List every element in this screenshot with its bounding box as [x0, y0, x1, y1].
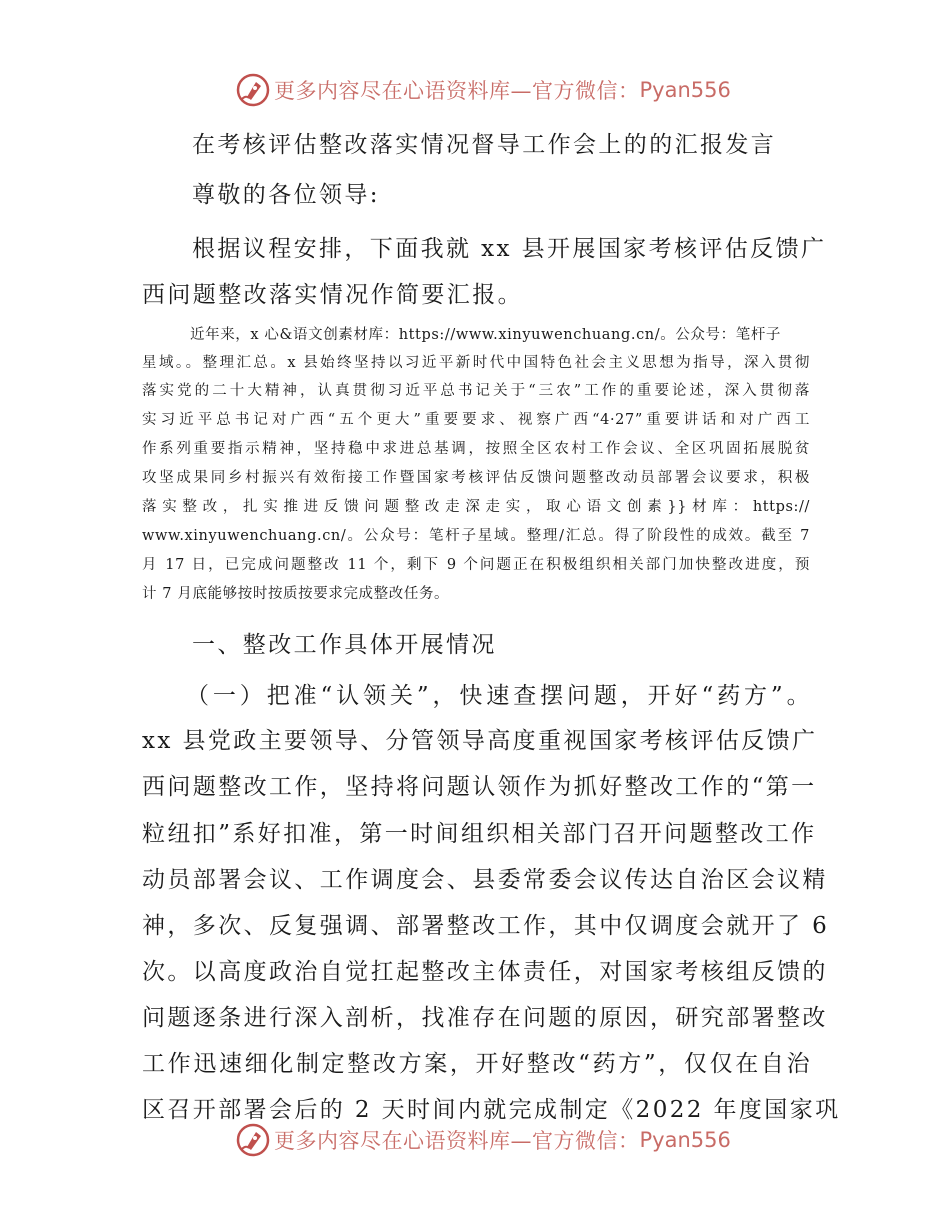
section-heading: 一、整改工作具体开展情况	[192, 632, 497, 658]
watermark-text: 更多内容尽在心语资料库—官方微信：	[274, 1129, 640, 1153]
watermark-wechat-id: Pyan556	[639, 78, 731, 102]
section-body-line: 区召开部署会后的 2 天时间内就完成制定《2022 年度国家巩	[142, 1097, 841, 1123]
body-line: 月 17 日，已完成问题整改 11 个，剩下 9 个问题正在积极组织相关部门加快整改进度，预	[142, 557, 810, 573]
body-line: 落实整改，扎实推进反馈问题整改走深走实，取心语文创素}}材库：https://	[142, 499, 810, 515]
watermark-text: 更多内容尽在心语资料库—官方微信：	[274, 79, 640, 103]
section-body-line: 西问题整改工作，坚持将问题认领作为抓好整改工作的“第一	[142, 774, 817, 800]
section-body-line: 粒纽扣”系好扣准，第一时间组织相关部门召开问题整改工作	[142, 821, 817, 847]
intro-line: 西问题整改落实情况作简要汇报。	[142, 282, 523, 308]
section-body-line: xx 县党政主要领导、分管领导高度重视国家考核评估反馈广	[142, 728, 818, 754]
body-line: 星域。。整理汇总。x 县始终坚持以习近平新时代中国特色社会主义思想为指导，深入贯彻	[142, 355, 810, 371]
watermark-wechat-id: Pyan556	[639, 1128, 731, 1152]
intro-line: 根据议程安排，下面我就 xx 县开展国家考核评估反馈广	[192, 236, 827, 262]
watermark-header	[236, 72, 731, 108]
body-line: 落实党的二十大精神，认真贯彻习近平总书记关于“三农”工作的重要论述，深入贯彻落	[142, 383, 810, 399]
section-body-line: 次。以高度政治自觉扛起整改主体责任，对国家考核组反馈的	[142, 959, 828, 985]
salutation: 尊敬的各位领导:	[192, 182, 380, 208]
body-line: 作系列重要指示精神，坚持稳中求进总基调，按照全区农村工作会议、全区巩固拓展脱贫	[142, 441, 810, 457]
pen-nib-logo-icon	[236, 1123, 270, 1157]
body-line: 计 7 月底能够按时按质按要求完成整改任务。	[142, 586, 450, 602]
body-line: 攻坚成果同乡村振兴有效衔接工作暨国家考核评估反馈问题整改动员部署会议要求，积极	[142, 470, 810, 486]
document-title: 在考核评估整改落实情况督导工作会上的的汇报发言	[192, 132, 777, 158]
section-body-line: 问题逐条进行深入剖析，找准存在问题的原因，研究部署整改	[142, 1005, 828, 1031]
section-body-line: 工作迅速细化制定整改方案，开好整改“药方”，仅仅在自治	[142, 1051, 812, 1077]
body-line: 近年来，x 心&语文创素材库：https://www.xinyuwenchuang.cn/。公众号：笔杆子	[190, 327, 782, 343]
body-line: 实习近平总书记对广西“五个更大”重要要求、视察广西“4·27”重要讲话和对广西工	[142, 412, 810, 428]
section-body-line: （一）把准“认领关”，快速查摆问题，开好“药方”。	[186, 683, 812, 709]
watermark-footer	[236, 1122, 731, 1158]
section-body-line: 动员部署会议、工作调度会、县委常委会议传达自治区会议精	[142, 867, 828, 893]
body-line: www.xinyuwenchuang.cn/。公众号：笔杆子星域。整理/汇总。得了阶段性的成效。截至 7	[142, 528, 810, 544]
pen-nib-logo-icon	[236, 73, 270, 107]
section-body-line: 神，多次、反复强调、部署整改工作，其中仅调度会就开了 6	[142, 913, 830, 939]
